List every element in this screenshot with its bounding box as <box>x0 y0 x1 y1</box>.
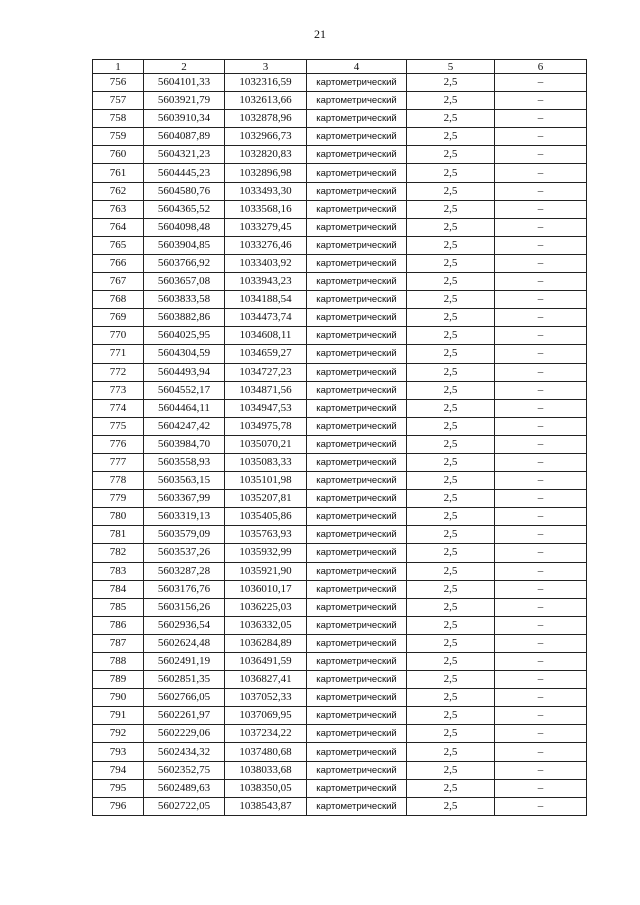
accuracy-cell: 2,5 <box>407 164 495 182</box>
table-row <box>93 291 587 309</box>
method-cell: картометрический <box>307 671 407 689</box>
method-cell: картометрический <box>307 128 407 146</box>
page-number: 21 <box>314 27 326 41</box>
y-coordinate-cell: 1032316,59 <box>225 74 307 92</box>
y-coordinate-cell: 1038033,68 <box>225 761 307 779</box>
table-row <box>93 472 587 490</box>
note-cell: – <box>495 327 587 345</box>
table-row <box>93 92 587 110</box>
column-header: 6 <box>495 60 587 74</box>
table-row <box>93 128 587 146</box>
y-coordinate-cell: 1036332,05 <box>225 616 307 634</box>
point-number-cell: 772 <box>93 363 144 381</box>
method-cell: картометрический <box>307 345 407 363</box>
method-cell: картометрический <box>307 236 407 254</box>
table-row <box>93 218 587 236</box>
x-coordinate-cell: 5602766,05 <box>144 689 225 707</box>
note-cell: – <box>495 345 587 363</box>
note-cell: – <box>495 399 587 417</box>
note-cell: – <box>495 653 587 671</box>
method-cell: картометрический <box>307 309 407 327</box>
accuracy-cell: 2,5 <box>407 653 495 671</box>
y-coordinate-cell: 1033403,92 <box>225 254 307 272</box>
point-number-cell: 791 <box>93 707 144 725</box>
note-cell: – <box>495 743 587 761</box>
x-coordinate-cell: 5603921,79 <box>144 92 225 110</box>
method-cell: картометрический <box>307 164 407 182</box>
x-coordinate-cell: 5602936,54 <box>144 616 225 634</box>
note-cell: – <box>495 92 587 110</box>
x-coordinate-cell: 5602229,06 <box>144 725 225 743</box>
accuracy-cell: 2,5 <box>407 634 495 652</box>
note-cell: – <box>495 797 587 815</box>
note-cell: – <box>495 616 587 634</box>
y-coordinate-cell: 1032896,98 <box>225 164 307 182</box>
y-coordinate-cell: 1036827,41 <box>225 671 307 689</box>
table-row <box>93 562 587 580</box>
y-coordinate-cell: 1036010,17 <box>225 580 307 598</box>
method-cell: картометрический <box>307 526 407 544</box>
y-coordinate-cell: 1032966,73 <box>225 128 307 146</box>
accuracy-cell: 2,5 <box>407 490 495 508</box>
method-cell: картометрический <box>307 74 407 92</box>
point-number-cell: 761 <box>93 164 144 182</box>
x-coordinate-cell: 5602261,97 <box>144 707 225 725</box>
table-row <box>93 490 587 508</box>
point-number-cell: 758 <box>93 110 144 128</box>
accuracy-cell: 2,5 <box>407 128 495 146</box>
accuracy-cell: 2,5 <box>407 779 495 797</box>
table-row <box>93 435 587 453</box>
y-coordinate-cell: 1034947,53 <box>225 399 307 417</box>
x-coordinate-cell: 5603882,86 <box>144 309 225 327</box>
note-cell: – <box>495 508 587 526</box>
point-number-cell: 764 <box>93 218 144 236</box>
note-cell: – <box>495 74 587 92</box>
note-cell: – <box>495 200 587 218</box>
accuracy-cell: 2,5 <box>407 345 495 363</box>
accuracy-cell: 2,5 <box>407 381 495 399</box>
y-coordinate-cell: 1032613,66 <box>225 92 307 110</box>
x-coordinate-cell: 5603558,93 <box>144 453 225 471</box>
point-number-cell: 763 <box>93 200 144 218</box>
y-coordinate-cell: 1032878,96 <box>225 110 307 128</box>
note-cell: – <box>495 363 587 381</box>
note-cell: – <box>495 634 587 652</box>
note-cell: – <box>495 761 587 779</box>
x-coordinate-cell: 5602722,05 <box>144 797 225 815</box>
y-coordinate-cell: 1037234,22 <box>225 725 307 743</box>
note-cell: – <box>495 562 587 580</box>
x-coordinate-cell: 5604101,33 <box>144 74 225 92</box>
x-coordinate-cell: 5603657,08 <box>144 273 225 291</box>
accuracy-cell: 2,5 <box>407 526 495 544</box>
point-number-cell: 767 <box>93 273 144 291</box>
y-coordinate-cell: 1035101,98 <box>225 472 307 490</box>
accuracy-cell: 2,5 <box>407 327 495 345</box>
point-number-cell: 795 <box>93 779 144 797</box>
y-coordinate-cell: 1038350,05 <box>225 779 307 797</box>
x-coordinate-cell: 5602491,19 <box>144 653 225 671</box>
accuracy-cell: 2,5 <box>407 200 495 218</box>
y-coordinate-cell: 1035921,90 <box>225 562 307 580</box>
y-coordinate-cell: 1032820,83 <box>225 146 307 164</box>
method-cell: картометрический <box>307 544 407 562</box>
point-number-cell: 783 <box>93 562 144 580</box>
x-coordinate-cell: 5604580,76 <box>144 182 225 200</box>
accuracy-cell: 2,5 <box>407 291 495 309</box>
accuracy-cell: 2,5 <box>407 508 495 526</box>
x-coordinate-cell: 5603176,76 <box>144 580 225 598</box>
method-cell: картометрический <box>307 273 407 291</box>
x-coordinate-cell: 5603537,26 <box>144 544 225 562</box>
method-cell: картометрический <box>307 417 407 435</box>
table-header-row <box>93 60 587 74</box>
column-header: 3 <box>225 60 307 74</box>
point-number-cell: 785 <box>93 598 144 616</box>
method-cell: картометрический <box>307 797 407 815</box>
note-cell: – <box>495 526 587 544</box>
point-number-cell: 777 <box>93 453 144 471</box>
method-cell: картометрический <box>307 562 407 580</box>
y-coordinate-cell: 1034871,56 <box>225 381 307 399</box>
accuracy-cell: 2,5 <box>407 580 495 598</box>
accuracy-cell: 2,5 <box>407 110 495 128</box>
method-cell: картометрический <box>307 182 407 200</box>
note-cell: – <box>495 671 587 689</box>
table-row <box>93 634 587 652</box>
table-row <box>93 508 587 526</box>
method-cell: картометрический <box>307 92 407 110</box>
method-cell: картометрический <box>307 200 407 218</box>
y-coordinate-cell: 1035405,86 <box>225 508 307 526</box>
y-coordinate-cell: 1037069,95 <box>225 707 307 725</box>
method-cell: картометрический <box>307 453 407 471</box>
point-number-cell: 789 <box>93 671 144 689</box>
point-number-cell: 770 <box>93 327 144 345</box>
point-number-cell: 787 <box>93 634 144 652</box>
column-header: 2 <box>144 60 225 74</box>
table-row <box>93 580 587 598</box>
point-number-cell: 784 <box>93 580 144 598</box>
table-row <box>93 653 587 671</box>
note-cell: – <box>495 779 587 797</box>
x-coordinate-cell: 5602851,35 <box>144 671 225 689</box>
x-coordinate-cell: 5604098,48 <box>144 218 225 236</box>
y-coordinate-cell: 1034473,74 <box>225 309 307 327</box>
method-cell: картометрический <box>307 399 407 417</box>
x-coordinate-cell: 5602352,75 <box>144 761 225 779</box>
note-cell: – <box>495 182 587 200</box>
method-cell: картометрический <box>307 779 407 797</box>
point-number-cell: 775 <box>93 417 144 435</box>
point-number-cell: 782 <box>93 544 144 562</box>
point-number-cell: 768 <box>93 291 144 309</box>
table-row <box>93 779 587 797</box>
accuracy-cell: 2,5 <box>407 218 495 236</box>
x-coordinate-cell: 5602489,63 <box>144 779 225 797</box>
x-coordinate-cell: 5603156,26 <box>144 598 225 616</box>
table-row <box>93 254 587 272</box>
table-row <box>93 598 587 616</box>
accuracy-cell: 2,5 <box>407 453 495 471</box>
x-coordinate-cell: 5604087,89 <box>144 128 225 146</box>
note-cell: – <box>495 128 587 146</box>
method-cell: картометрический <box>307 435 407 453</box>
y-coordinate-cell: 1038543,87 <box>225 797 307 815</box>
method-cell: картометрический <box>307 634 407 652</box>
method-cell: картометрический <box>307 218 407 236</box>
accuracy-cell: 2,5 <box>407 598 495 616</box>
method-cell: картометрический <box>307 327 407 345</box>
y-coordinate-cell: 1035070,21 <box>225 435 307 453</box>
table-row <box>93 164 587 182</box>
accuracy-cell: 2,5 <box>407 725 495 743</box>
table-row <box>93 236 587 254</box>
accuracy-cell: 2,5 <box>407 797 495 815</box>
point-number-cell: 766 <box>93 254 144 272</box>
note-cell: – <box>495 689 587 707</box>
table-row <box>93 345 587 363</box>
x-coordinate-cell: 5603579,09 <box>144 526 225 544</box>
method-cell: картометрический <box>307 725 407 743</box>
column-header: 5 <box>407 60 495 74</box>
x-coordinate-cell: 5603563,15 <box>144 472 225 490</box>
y-coordinate-cell: 1034608,11 <box>225 327 307 345</box>
table-row <box>93 146 587 164</box>
method-cell: картометрический <box>307 598 407 616</box>
x-coordinate-cell: 5603766,92 <box>144 254 225 272</box>
point-number-cell: 762 <box>93 182 144 200</box>
point-number-cell: 769 <box>93 309 144 327</box>
method-cell: картометрический <box>307 689 407 707</box>
method-cell: картометрический <box>307 508 407 526</box>
accuracy-cell: 2,5 <box>407 689 495 707</box>
x-coordinate-cell: 5603984,70 <box>144 435 225 453</box>
method-cell: картометрический <box>307 580 407 598</box>
accuracy-cell: 2,5 <box>407 435 495 453</box>
table-row <box>93 671 587 689</box>
x-coordinate-cell: 5604365,52 <box>144 200 225 218</box>
note-cell: – <box>495 435 587 453</box>
point-number-cell: 779 <box>93 490 144 508</box>
y-coordinate-cell: 1035932,99 <box>225 544 307 562</box>
x-coordinate-cell: 5603367,99 <box>144 490 225 508</box>
table-row <box>93 797 587 815</box>
table-row <box>93 743 587 761</box>
x-coordinate-cell: 5602434,32 <box>144 743 225 761</box>
note-cell: – <box>495 146 587 164</box>
table-body <box>93 74 587 816</box>
accuracy-cell: 2,5 <box>407 616 495 634</box>
y-coordinate-cell: 1035083,33 <box>225 453 307 471</box>
note-cell: – <box>495 236 587 254</box>
note-cell: – <box>495 580 587 598</box>
method-cell: картометрический <box>307 472 407 490</box>
accuracy-cell: 2,5 <box>407 92 495 110</box>
accuracy-cell: 2,5 <box>407 417 495 435</box>
accuracy-cell: 2,5 <box>407 562 495 580</box>
method-cell: картометрический <box>307 254 407 272</box>
point-number-cell: 765 <box>93 236 144 254</box>
point-number-cell: 793 <box>93 743 144 761</box>
accuracy-cell: 2,5 <box>407 146 495 164</box>
point-number-cell: 773 <box>93 381 144 399</box>
method-cell: картометрический <box>307 110 407 128</box>
y-coordinate-cell: 1034727,23 <box>225 363 307 381</box>
y-coordinate-cell: 1034188,54 <box>225 291 307 309</box>
accuracy-cell: 2,5 <box>407 363 495 381</box>
x-coordinate-cell: 5603904,85 <box>144 236 225 254</box>
accuracy-cell: 2,5 <box>407 743 495 761</box>
point-number-cell: 757 <box>93 92 144 110</box>
note-cell: – <box>495 472 587 490</box>
table-row <box>93 74 587 92</box>
x-coordinate-cell: 5603287,28 <box>144 562 225 580</box>
y-coordinate-cell: 1037480,68 <box>225 743 307 761</box>
accuracy-cell: 2,5 <box>407 399 495 417</box>
point-number-cell: 794 <box>93 761 144 779</box>
y-coordinate-cell: 1033276,46 <box>225 236 307 254</box>
y-coordinate-cell: 1033568,16 <box>225 200 307 218</box>
note-cell: – <box>495 453 587 471</box>
table-row <box>93 327 587 345</box>
point-number-cell: 780 <box>93 508 144 526</box>
x-coordinate-cell: 5603910,34 <box>144 110 225 128</box>
x-coordinate-cell: 5603833,58 <box>144 291 225 309</box>
column-header: 1 <box>93 60 144 74</box>
table-row <box>93 616 587 634</box>
point-number-cell: 781 <box>93 526 144 544</box>
table-row <box>93 363 587 381</box>
y-coordinate-cell: 1033279,45 <box>225 218 307 236</box>
table-row <box>93 453 587 471</box>
table-row <box>93 544 587 562</box>
note-cell: – <box>495 490 587 508</box>
table-row <box>93 110 587 128</box>
coordinates-table <box>92 59 587 816</box>
accuracy-cell: 2,5 <box>407 273 495 291</box>
method-cell: картометрический <box>307 761 407 779</box>
method-cell: картометрический <box>307 653 407 671</box>
accuracy-cell: 2,5 <box>407 74 495 92</box>
point-number-cell: 760 <box>93 146 144 164</box>
table-row <box>93 399 587 417</box>
accuracy-cell: 2,5 <box>407 254 495 272</box>
point-number-cell: 788 <box>93 653 144 671</box>
method-cell: картометрический <box>307 616 407 634</box>
x-coordinate-cell: 5604552,17 <box>144 381 225 399</box>
point-number-cell: 790 <box>93 689 144 707</box>
method-cell: картометрический <box>307 363 407 381</box>
note-cell: – <box>495 164 587 182</box>
method-cell: картометрический <box>307 490 407 508</box>
accuracy-cell: 2,5 <box>407 236 495 254</box>
accuracy-cell: 2,5 <box>407 761 495 779</box>
note-cell: – <box>495 707 587 725</box>
table-row <box>93 309 587 327</box>
point-number-cell: 774 <box>93 399 144 417</box>
y-coordinate-cell: 1036284,89 <box>225 634 307 652</box>
accuracy-cell: 2,5 <box>407 671 495 689</box>
method-cell: картометрический <box>307 291 407 309</box>
table-row <box>93 707 587 725</box>
point-number-cell: 771 <box>93 345 144 363</box>
x-coordinate-cell: 5603319,13 <box>144 508 225 526</box>
x-coordinate-cell: 5604321,23 <box>144 146 225 164</box>
note-cell: – <box>495 544 587 562</box>
note-cell: – <box>495 598 587 616</box>
table-row <box>93 725 587 743</box>
method-cell: картометрический <box>307 146 407 164</box>
table-row <box>93 381 587 399</box>
table-row <box>93 761 587 779</box>
y-coordinate-cell: 1033493,30 <box>225 182 307 200</box>
point-number-cell: 796 <box>93 797 144 815</box>
note-cell: – <box>495 291 587 309</box>
note-cell: – <box>495 110 587 128</box>
point-number-cell: 792 <box>93 725 144 743</box>
table-row <box>93 182 587 200</box>
point-number-cell: 778 <box>93 472 144 490</box>
point-number-cell: 776 <box>93 435 144 453</box>
x-coordinate-cell: 5604247,42 <box>144 417 225 435</box>
column-header: 4 <box>307 60 407 74</box>
x-coordinate-cell: 5604493,94 <box>144 363 225 381</box>
note-cell: – <box>495 381 587 399</box>
table-row <box>93 200 587 218</box>
accuracy-cell: 2,5 <box>407 309 495 327</box>
y-coordinate-cell: 1033943,23 <box>225 273 307 291</box>
table-row <box>93 417 587 435</box>
note-cell: – <box>495 417 587 435</box>
table-row <box>93 273 587 291</box>
method-cell: картометрический <box>307 743 407 761</box>
point-number-cell: 786 <box>93 616 144 634</box>
accuracy-cell: 2,5 <box>407 544 495 562</box>
y-coordinate-cell: 1035763,93 <box>225 526 307 544</box>
note-cell: – <box>495 254 587 272</box>
note-cell: – <box>495 273 587 291</box>
x-coordinate-cell: 5604304,59 <box>144 345 225 363</box>
note-cell: – <box>495 725 587 743</box>
y-coordinate-cell: 1035207,81 <box>225 490 307 508</box>
note-cell: – <box>495 309 587 327</box>
y-coordinate-cell: 1037052,33 <box>225 689 307 707</box>
point-number-cell: 759 <box>93 128 144 146</box>
method-cell: картометрический <box>307 707 407 725</box>
y-coordinate-cell: 1034659,27 <box>225 345 307 363</box>
point-number-cell: 756 <box>93 74 144 92</box>
accuracy-cell: 2,5 <box>407 182 495 200</box>
x-coordinate-cell: 5604025,95 <box>144 327 225 345</box>
method-cell: картометрический <box>307 381 407 399</box>
y-coordinate-cell: 1034975,78 <box>225 417 307 435</box>
accuracy-cell: 2,5 <box>407 472 495 490</box>
table-row <box>93 689 587 707</box>
table-row <box>93 526 587 544</box>
y-coordinate-cell: 1036491,59 <box>225 653 307 671</box>
x-coordinate-cell: 5602624,48 <box>144 634 225 652</box>
accuracy-cell: 2,5 <box>407 707 495 725</box>
x-coordinate-cell: 5604464,11 <box>144 399 225 417</box>
note-cell: – <box>495 218 587 236</box>
x-coordinate-cell: 5604445,23 <box>144 164 225 182</box>
y-coordinate-cell: 1036225,03 <box>225 598 307 616</box>
